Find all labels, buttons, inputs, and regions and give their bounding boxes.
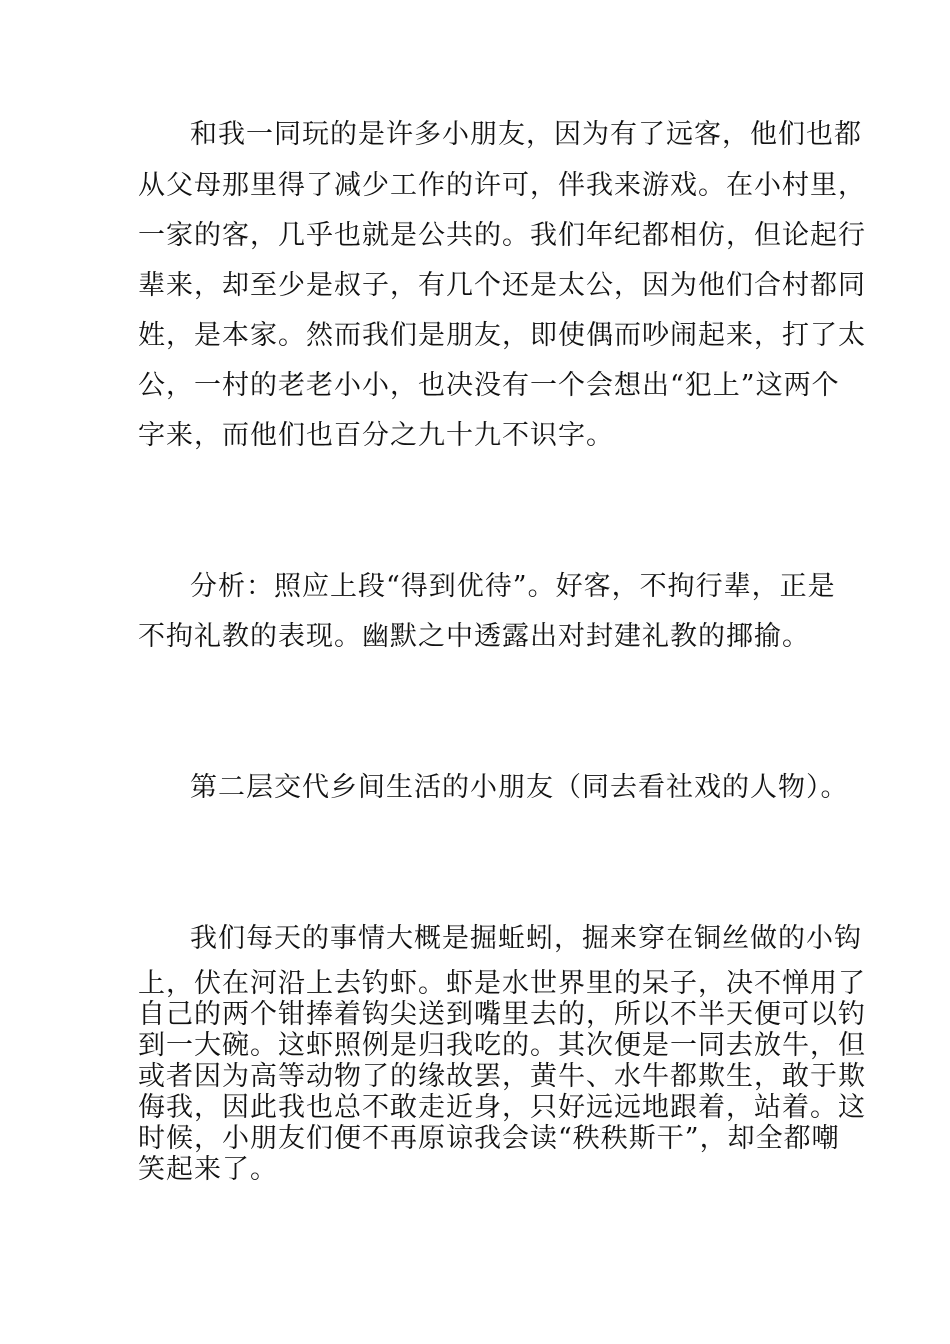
text-line: 到一大碗。这虾照例是归我吃的。其次便是一同去放牛，但	[138, 1030, 866, 1061]
text-line: 和我一同玩的是许多小朋友，因为有了远客，他们也都	[190, 119, 862, 150]
text-line: 自己的两个钳捧着钩尖送到嘴里去的，所以不半天便可以钓	[138, 999, 866, 1030]
text-line: 分析：照应上段“得到优待”。好客，不拘行辈，正是	[190, 571, 836, 602]
text-line: 一家的客，几乎也就是公共的。我们年纪都相仿，但论起行	[138, 220, 866, 251]
text-line: 公，一村的老老小小，也决没有一个会想出“犯上”这两个	[138, 370, 840, 401]
text-line: 从父母那里得了减少工作的许可，伴我来游戏。在小村里，	[138, 170, 866, 201]
text-line: 辈来，却至少是叔子，有几个还是太公，因为他们合村都同	[138, 270, 866, 301]
text-line: 字来，而他们也百分之九十九不识字。	[138, 420, 614, 451]
text-line: 第二层交代乡间生活的小朋友（同去看社戏的人物）。	[190, 772, 849, 803]
text-line: 上，伏在河沿上去钓虾。虾是水世界里的呆子，决不惮用了	[138, 968, 866, 999]
text-line: 不拘礼教的表现。幽默之中透露出对封建礼教的揶揄。	[138, 621, 810, 652]
text-line: 我们每天的事情大概是掘蚯蚓，掘来穿在铜丝做的小钩	[190, 923, 862, 954]
text-line: 或者因为高等动物了的缘故罢，黄牛、水牛都欺生，敢于欺	[138, 1061, 866, 1092]
text-line: 时候，小朋友们便不再原谅我会读“秩秩斯干”，却全都嘲	[138, 1123, 840, 1154]
text-line: 姓，是本家。然而我们是朋友，即使偶而吵闹起来，打了太	[138, 320, 866, 351]
text-line: 笑起来了。	[138, 1154, 278, 1185]
text-line: 侮我，因此我也总不敢走近身，只好远远地跟着，站着。这	[138, 1092, 866, 1123]
